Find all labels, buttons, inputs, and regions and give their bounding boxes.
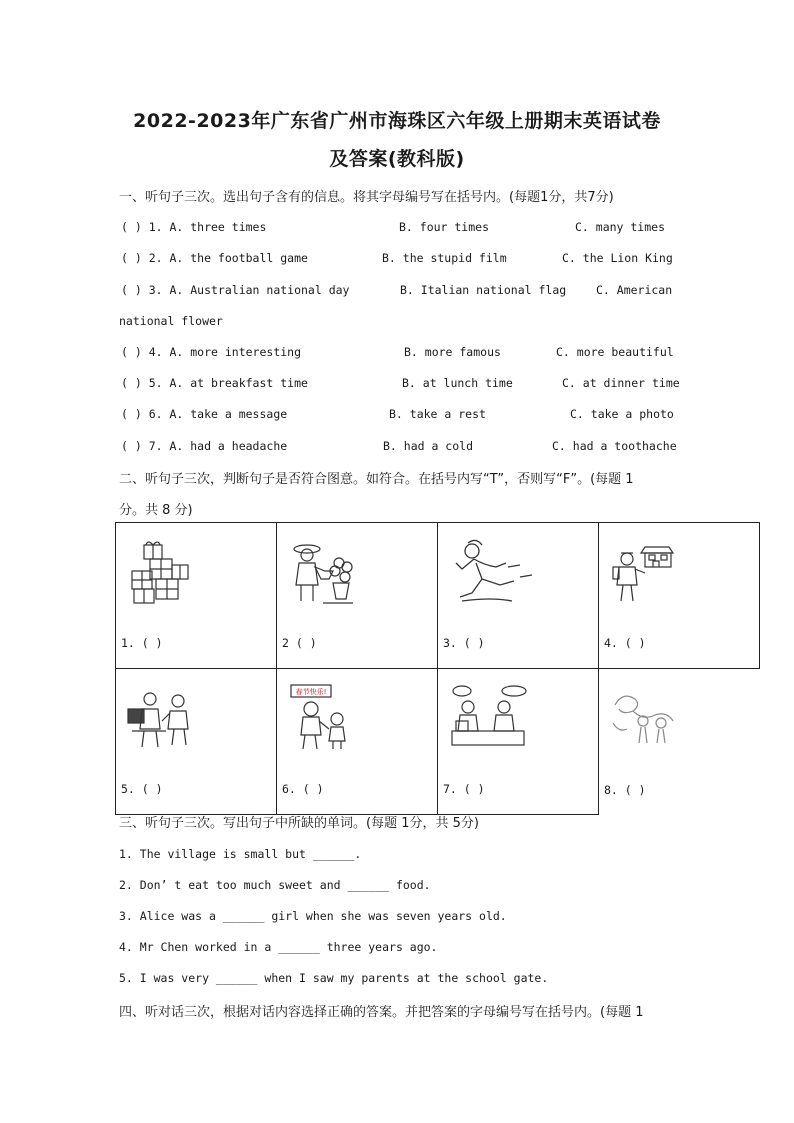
answer-bracket-6[interactable]: 6. ( ) (282, 782, 324, 796)
spring-festival-greeting-image (287, 683, 357, 753)
option-c-wrap: national flower (119, 314, 223, 328)
option-c: C. at dinner time (562, 376, 680, 390)
picture-cell-7 (438, 669, 599, 815)
section4-heading: 四、听对话三次，根据对话内容选择正确的答案。并把答案的字母编号写在括号内。(每题 1 (119, 1005, 644, 1020)
section2-heading-cont: 分。共 8 分) (119, 503, 193, 518)
answer-bracket-4[interactable]: 4. ( ) (604, 636, 646, 650)
doctor-patient-image (126, 683, 196, 753)
picture-cell-4 (599, 523, 760, 669)
poster-text: 春节快乐! (295, 688, 327, 696)
answer-bracket-5[interactable]: 5. ( ) (121, 782, 163, 796)
option-c: C. take a photo (570, 407, 674, 421)
answer-bracket-7[interactable]: 7. ( ) (443, 782, 485, 796)
answer-bracket-8[interactable]: 8. ( ) (604, 782, 646, 797)
section1-heading: 一、听句子三次。选出句子含有的信息。将其字母编号写在括号内。(每题1分，共7分) (119, 190, 614, 205)
option-a: ( ) 6. A. take a message (121, 407, 288, 421)
answer-bracket-1[interactable]: 1. ( ) (121, 636, 163, 650)
picture-cell-3 (438, 523, 599, 669)
option-b: B. more famous (404, 345, 501, 359)
option-a: ( ) 7. A. had a headache (121, 439, 288, 453)
picture-cell-1 (116, 523, 277, 669)
section3-item-1: 1. The village is small but ______. (119, 847, 362, 861)
option-a: ( ) 2. A. the football game (121, 251, 308, 265)
picture-grid (115, 522, 760, 815)
option-b: B. Italian national flag (400, 283, 567, 297)
gift-boxes-image (126, 537, 196, 607)
option-a: ( ) 3. A. Australian national day (121, 283, 350, 297)
answer-bracket-3[interactable]: 3. ( ) (443, 636, 485, 650)
two-people-chatting-image (448, 683, 538, 753)
document-title-line1: 2022-2023年广东省广州市海珠区六年级上册期末英语试卷 (133, 110, 661, 132)
option-c: C. American (596, 283, 673, 297)
option-a: ( ) 4. A. more interesting (121, 345, 302, 359)
section3-item-5: 5. I was very ______ when I saw my parents at the school gate. (119, 971, 549, 985)
tourist-tiananmen-image (609, 537, 679, 607)
picture-cell-5 (116, 669, 277, 815)
option-c: C. more beautiful (556, 345, 674, 359)
section3-heading: 三、听句子三次。写出句子中所缺的单词。(每题 1分，共 5分) (119, 816, 479, 831)
picture-cell-8 (599, 669, 760, 815)
option-b: B. at lunch time (402, 376, 513, 390)
option-b: B. had a cold (383, 439, 474, 453)
man-running-image (448, 537, 538, 607)
document-title-line2: 及答案(教科版) (329, 148, 465, 170)
option-a: ( ) 1. A. three times (121, 220, 267, 234)
section3-item-4: 4. Mr Chen worked in a ______ three years ago. (119, 940, 438, 954)
answer-bracket-2[interactable]: 2 ( ) (282, 636, 317, 650)
section3-item-2: 2. Don’ t eat too much sweet and ______ food. (119, 878, 431, 892)
option-b: B. the stupid film (382, 251, 507, 265)
section3-item-3: 3. Alice was a ______ girl when she was seven years old. (119, 909, 507, 923)
dragon-dance-image (609, 683, 679, 753)
woman-watering-flowers-image (287, 537, 357, 607)
option-a: ( ) 5. A. at breakfast time (121, 376, 308, 390)
picture-cell-6 (277, 669, 438, 815)
option-b: B. four times (399, 220, 490, 234)
section2-heading: 二、听句子三次，判断句子是否符合图意。如符合。在括号内写“T”，否则写“F”。(每题 1 (119, 472, 634, 487)
picture-cell-2 (277, 523, 438, 669)
option-c: C. had a toothache (552, 439, 677, 453)
option-c: C. the Lion King (562, 251, 673, 265)
option-b: B. take a rest (389, 407, 486, 421)
option-c: C. many times (575, 220, 666, 234)
